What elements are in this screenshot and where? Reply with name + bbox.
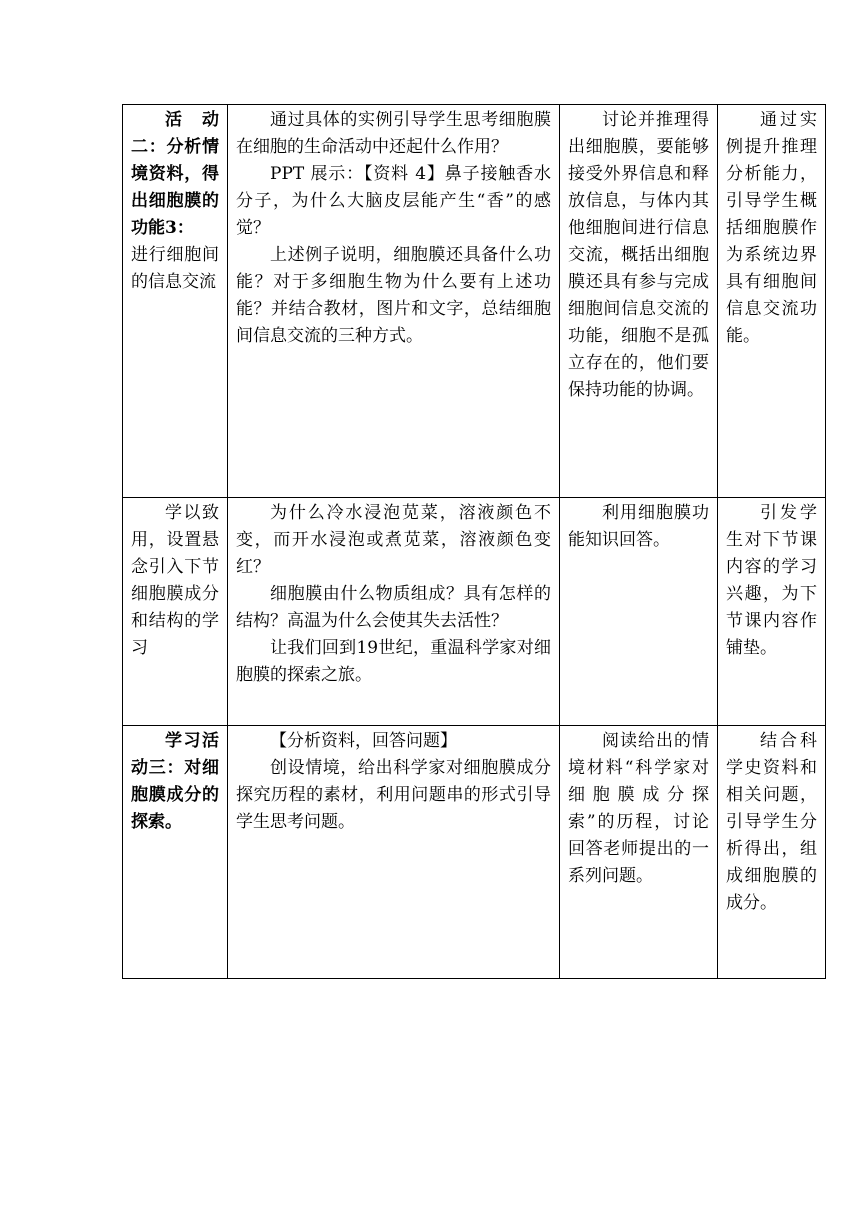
activity-title: 学以致用，设置悬念引入下节细胞膜成分和结构的学习 — [131, 503, 219, 658]
teacher-activity-cell — [228, 498, 560, 726]
design-intent-cell — [718, 498, 826, 726]
activity-subtitle: 进行细胞间的信息交流 — [131, 245, 219, 292]
design-intent-cell — [718, 105, 826, 498]
table-row — [123, 105, 826, 498]
student-paragraph: 阅读给出的情境材料“科学家对细胞膜成分探索”的历程，讨论回答老师提出的一系列问题。 — [568, 731, 709, 886]
activity-title: 活动二：分析情境资料，得出细胞膜的功能3： — [131, 110, 219, 238]
teacher-paragraph: 上述例子说明，细胞膜还具备什么功能？对于多细胞生物为什么要有上述功能？并结合教材，图片和文字，总结细胞间信息交流的三种方式。 — [236, 245, 551, 346]
table-row — [123, 726, 826, 979]
teacher-activity-cell — [228, 105, 560, 498]
activity-title: 学习活动三：对细胞膜成分的探索。 — [131, 731, 219, 832]
teacher-paragraph: 为什么冷水浸泡苋菜，溶液颜色不变，而开水浸泡或煮苋菜，溶液颜色变红？ — [236, 503, 551, 577]
intent-paragraph: 引发学生对下节课内容的学习兴趣，为下节课内容作铺垫。 — [726, 503, 817, 658]
teacher-paragraph: 通过具体的实例引导学生思考细胞膜在细胞的生命活动中还起什么作用？ — [236, 110, 551, 157]
intent-paragraph: 通过实例提升推理分析能力，引导学生概括细胞膜作为系统边界具有细胞间信息交流功能。 — [726, 110, 817, 346]
student-paragraph: 讨论并推理得出细胞膜，要能够接受外界信息和释放信息，与体内其他细胞间进行信息交流，概括出细胞膜还具有参与完成细胞间信息交流的功能，细胞不是孤立存在的，他们要保持功能的协调。 — [568, 110, 709, 400]
teacher-paragraph: 让我们回到19世纪，重温科学家对细胞膜的探索之旅。 — [236, 638, 551, 685]
activity-cell — [123, 498, 228, 726]
activity-cell — [123, 726, 228, 979]
teacher-paragraph: 【分析资料，回答问题】 — [270, 731, 457, 751]
teacher-paragraph: PPT 展示：【资料 4】鼻子接触香水分子，为什么大脑皮层能产生“香”的感觉？ — [236, 164, 551, 238]
student-paragraph: 利用细胞膜功能知识回答。 — [568, 503, 709, 550]
student-activity-cell — [560, 726, 718, 979]
lesson-plan-table — [122, 104, 826, 979]
intent-paragraph: 结合科学史资料和相关问题，引导学生分析得出，组成细胞膜的成分。 — [726, 731, 817, 913]
activity-cell — [123, 105, 228, 498]
student-activity-cell — [560, 498, 718, 726]
design-intent-cell — [718, 726, 826, 979]
student-activity-cell — [560, 105, 718, 498]
teacher-activity-cell — [228, 726, 560, 979]
teacher-paragraph: 细胞膜由什么物质组成？具有怎样的结构？高温为什么会使其失去活性？ — [236, 584, 551, 631]
table-row — [123, 498, 826, 726]
teacher-paragraph: 创设情境，给出科学家对细胞膜成分探究历程的素材，利用问题串的形式引导学生思考问题。 — [236, 758, 551, 832]
